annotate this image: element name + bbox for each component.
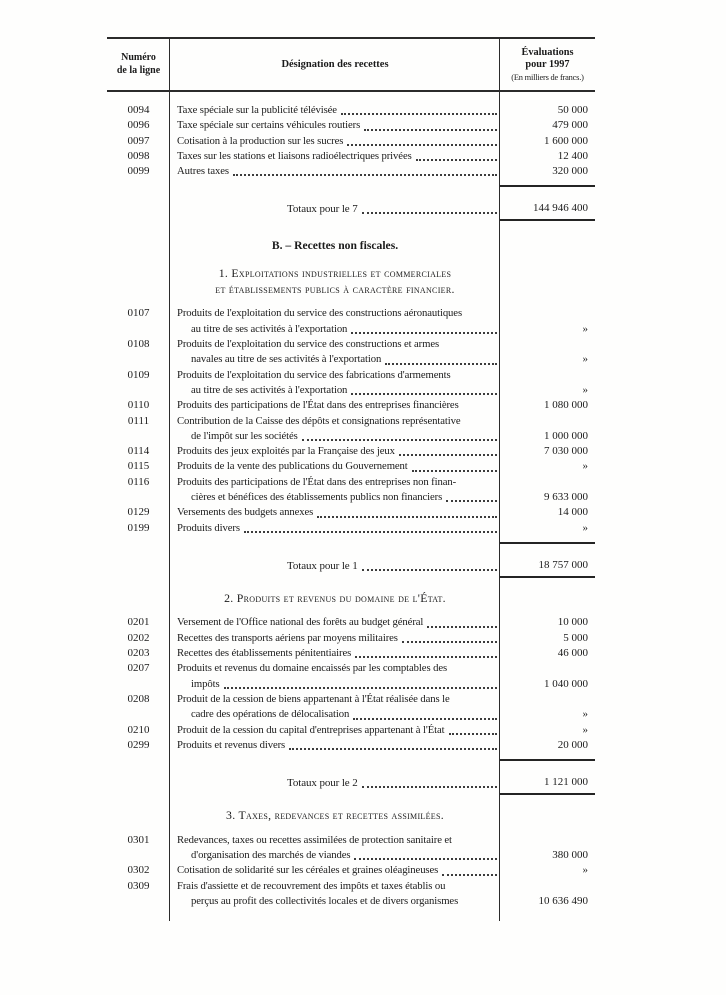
amount-value: 10 636 490 (538, 894, 588, 907)
designation-text: Versements des budgets annexes (177, 506, 314, 519)
dotted-leader (399, 454, 497, 456)
header-evaluations (500, 39, 595, 90)
designation (170, 661, 500, 692)
amount (500, 833, 595, 864)
table-row (107, 337, 595, 368)
dotted-leader (354, 858, 497, 860)
amount-value: 320 000 (552, 165, 588, 178)
table-row (107, 306, 595, 337)
designation (170, 833, 500, 864)
amount-value: » (582, 708, 588, 721)
designation-text: cières et bénéfices des établissements publics non financiers (191, 491, 443, 504)
table-body (107, 92, 595, 921)
total-row (107, 185, 595, 221)
amount-value: 1 000 000 (544, 429, 588, 442)
dotted-leader (302, 439, 497, 441)
line-number: 0099 (127, 165, 150, 178)
dotted-leader (341, 113, 497, 115)
designation-line (177, 894, 498, 909)
total-label: Totaux pour le 2 (287, 776, 358, 789)
subsection-title (170, 591, 500, 607)
amount (500, 505, 595, 520)
amount-value: 479 000 (552, 119, 588, 132)
subsection-title-line: 2. Produits et revenus du domaine de l'État. (224, 590, 446, 605)
designation-line (177, 444, 498, 459)
amount-value: » (582, 864, 588, 877)
column-divider-2 (499, 39, 500, 921)
designation-line (177, 863, 498, 878)
amount-value: 1 080 000 (544, 399, 588, 412)
designation-text: Autres taxes (177, 165, 229, 178)
line-number: 0208 (127, 692, 150, 705)
amount-value: 20 000 (557, 738, 588, 751)
total-row (107, 542, 595, 578)
line-number: 0309 (127, 879, 150, 892)
designation-line (177, 414, 498, 429)
dotted-leader (446, 500, 497, 502)
designation-line (177, 149, 498, 164)
designation (170, 646, 500, 661)
designation-line (177, 505, 498, 520)
line-number: 0096 (127, 119, 150, 132)
amount-value: 380 000 (552, 848, 588, 861)
subsection-title-line: 1. Exploitations industrielles et commerciales (218, 266, 452, 281)
amount-value: 50 000 (557, 104, 588, 116)
amount-value: 144 946 400 (533, 202, 588, 215)
line-number: 0199 (127, 521, 150, 534)
designation-line (177, 322, 498, 337)
total-label: Totaux pour le 1 (287, 559, 358, 572)
designation-line (177, 398, 498, 413)
designation (170, 459, 500, 474)
designation-text: Contribution de la Caisse des dépôts et consignations représentative (177, 414, 461, 427)
table-row (107, 833, 595, 864)
designation (170, 368, 500, 399)
amount (500, 692, 595, 723)
total-label-line (177, 202, 498, 217)
table-row (107, 646, 595, 661)
amount (500, 738, 595, 753)
line-number: 0111 (127, 414, 150, 427)
designation-text: Produits des participations de l'État dans des entreprises financières (177, 399, 459, 412)
amount-value: 9 633 000 (544, 491, 588, 504)
amount (500, 646, 595, 661)
table-row (107, 631, 595, 646)
header-line-number (107, 39, 170, 90)
designation-line (177, 848, 498, 863)
designation (170, 306, 500, 337)
dotted-leader (351, 332, 497, 334)
dotted-leader (355, 656, 497, 658)
amount (500, 103, 595, 118)
designation-text: cadre des opérations de délocalisation (191, 708, 350, 721)
designation (170, 444, 500, 459)
designation-text: Taxe spéciale sur certains véhicules routiers (177, 119, 361, 132)
dotted-leader (353, 718, 497, 720)
designation-line (177, 164, 498, 179)
total-row (107, 759, 595, 795)
line-number: 0201 (127, 616, 150, 629)
designation-text: Frais d'assiette et de recouvrement des impôts et taxes établis ou (177, 879, 446, 892)
designation-text: au titre de ses activités à l'exportation (191, 322, 348, 335)
amount-value: » (582, 460, 588, 473)
designation (170, 559, 500, 578)
dotted-leader (244, 531, 497, 533)
subsection-title-line: et établissements publics à caractère financier. (215, 281, 455, 296)
amount (500, 337, 595, 368)
designation-line (177, 134, 498, 149)
table-row (107, 615, 595, 630)
amount (500, 615, 595, 630)
designation (170, 692, 500, 723)
designation (170, 202, 500, 221)
designation-text: Produits des participations de l'État dans des entreprises non finan- (177, 475, 457, 488)
designation-line (177, 521, 498, 536)
table-row (107, 459, 595, 474)
designation-line (177, 738, 498, 753)
dotted-leader (224, 687, 498, 689)
table-row (107, 661, 595, 692)
amount (500, 368, 595, 399)
designation (170, 521, 500, 536)
designation-line (177, 337, 498, 352)
amount (500, 723, 595, 738)
designation-text: Produits de la vente des publications du Gouvernement (177, 460, 408, 473)
header-evaluations-line1: Évaluations (521, 46, 574, 58)
amount-value: 1 040 000 (544, 677, 588, 690)
amount (500, 661, 595, 692)
designation-line (177, 459, 498, 474)
designation-text: perçus au profit des collectivités locales et de divers organismes (191, 894, 459, 907)
table-row (107, 103, 595, 118)
dotted-leader (362, 212, 497, 214)
designation (170, 879, 500, 910)
table-row (107, 505, 595, 520)
designation-text: Taxes sur les stations et liaisons radioélectriques privées (177, 149, 412, 162)
total-label-line (177, 776, 498, 791)
line-number: 0109 (127, 368, 150, 381)
total-amount (500, 759, 595, 795)
designation-text: de l'impôt sur les sociétés (191, 429, 298, 442)
line-number: 0114 (127, 445, 150, 458)
designation (170, 723, 500, 738)
dotted-leader (449, 733, 497, 735)
section-title: B. – Recettes non fiscales. (271, 239, 399, 253)
line-number: 0202 (127, 631, 150, 644)
amount-value: 10 000 (557, 616, 588, 629)
amount (500, 879, 595, 910)
amount-value: 14 000 (557, 506, 588, 519)
designation (170, 615, 500, 630)
designation-line (177, 707, 498, 722)
amount (500, 444, 595, 459)
table-row (107, 414, 595, 445)
designation-line (177, 879, 498, 894)
amount-value: » (582, 521, 588, 534)
designation (170, 103, 500, 118)
designation-text: Redevances, taxes ou recettes assimilées de protection sanitaire et (177, 833, 452, 846)
total-label: Totaux pour le 7 (287, 203, 358, 216)
designation (170, 164, 500, 179)
dotted-leader (442, 874, 497, 876)
designation-line (177, 118, 498, 133)
amount (500, 398, 595, 413)
amount (500, 164, 595, 179)
designation-text: Versement de l'Office national des forêts au budget général (177, 616, 424, 629)
header-evaluations-line2: pour 1997 (525, 59, 570, 70)
amount (500, 459, 595, 474)
line-number: 0110 (127, 399, 150, 412)
subsection-title-line: 3. Taxes, redevances et recettes assimilées. (226, 808, 444, 823)
dotted-leader (364, 129, 497, 131)
designation-text: Produit de la cession du capital d'entreprises appartenant à l'État (177, 723, 445, 736)
revenue-table (107, 37, 595, 921)
designation-text: impôts (191, 677, 220, 690)
table-row (107, 368, 595, 399)
designation (170, 505, 500, 520)
amount-value: 5 000 (563, 631, 588, 644)
table-row (107, 521, 595, 536)
designation-text: Produits de l'exploitation du service des constructions et armes (177, 338, 440, 351)
designation (170, 863, 500, 878)
amount-value: » (582, 383, 588, 396)
designation-text: Recettes des établissements pénitentiaires (177, 647, 352, 660)
line-number: 0098 (127, 149, 150, 162)
designation-line (177, 692, 498, 707)
table-row (107, 475, 595, 506)
designation-line (177, 615, 498, 630)
header-line-number-line1: Numéro (121, 52, 156, 63)
designation-text: Recettes des transports aériens par moyens militaires (177, 631, 398, 644)
dotted-leader (427, 626, 497, 628)
amount (500, 863, 595, 878)
dotted-leader (412, 470, 497, 472)
designation-line (177, 677, 498, 692)
designation-text: Produits de l'exploitation du service des constructions aéronautiques (177, 307, 463, 320)
dotted-leader (351, 393, 497, 395)
designation (170, 134, 500, 149)
designation-line (177, 103, 498, 118)
table-row (107, 444, 595, 459)
designation-text: Produits divers (177, 521, 240, 534)
designation (170, 118, 500, 133)
table-row (107, 879, 595, 910)
dotted-leader (416, 159, 497, 161)
designation-text: Produits des jeux exploités par la Française des jeux (177, 445, 395, 458)
table-row (107, 692, 595, 723)
designation-line (177, 661, 498, 676)
designation-line (177, 306, 498, 321)
line-number: 0129 (127, 506, 150, 519)
designation-line (177, 475, 498, 490)
amount-value: 18 757 000 (538, 558, 588, 571)
designation-line (177, 646, 498, 661)
designation (170, 414, 500, 445)
subsection-title (170, 808, 500, 824)
table-header (107, 39, 595, 92)
designation (170, 149, 500, 164)
amount (500, 414, 595, 445)
header-designation (170, 39, 500, 90)
amount-value: 1 600 000 (544, 134, 588, 147)
line-number: 0107 (127, 307, 150, 320)
designation (170, 475, 500, 506)
designation-line (177, 490, 498, 505)
line-number: 0108 (127, 338, 150, 351)
amount (500, 521, 595, 536)
dotted-leader (289, 748, 497, 750)
line-number: 0115 (127, 460, 150, 473)
header-line-number-line2: de la ligne (116, 64, 161, 76)
line-number: 0203 (127, 647, 150, 660)
total-amount (500, 185, 595, 221)
designation-text: Taxe spéciale sur la publicité télévisée (177, 104, 337, 116)
amount-value: 46 000 (557, 647, 588, 660)
table-row (107, 149, 595, 164)
designation (170, 738, 500, 753)
amount-value: » (582, 322, 588, 335)
amount-value: 12 400 (557, 149, 588, 162)
subsection-title (170, 266, 500, 297)
designation-text: Produit de la cession de biens appartenant à l'État réalisée dans le (177, 692, 450, 705)
table-row (107, 723, 595, 738)
line-number: 0302 (127, 864, 150, 877)
line-number: 0207 (127, 662, 150, 675)
table-row (107, 118, 595, 133)
table-row (107, 134, 595, 149)
designation-line (177, 631, 498, 646)
dotted-leader (402, 641, 497, 643)
line-number: 0116 (127, 475, 150, 488)
amount (500, 306, 595, 337)
amount (500, 134, 595, 149)
amount (500, 118, 595, 133)
table-row (107, 863, 595, 878)
designation-text: Cotisation à la production sur les sucres (177, 134, 344, 147)
designation (170, 631, 500, 646)
header-designation-label: Désignation des recettes (281, 59, 389, 70)
dotted-leader (347, 144, 497, 146)
designation-text: Produits et revenus divers (177, 738, 286, 751)
amount-value: » (582, 723, 588, 736)
amount (500, 631, 595, 646)
designation (170, 776, 500, 795)
dotted-leader (317, 516, 497, 518)
amount-value: 1 121 000 (544, 775, 588, 788)
dotted-leader (362, 569, 497, 571)
line-number: 0299 (127, 738, 150, 751)
dotted-leader (233, 174, 497, 176)
designation-text: d'organisation des marchés de viandes (191, 848, 351, 861)
line-number: 0097 (127, 134, 150, 147)
designation-text: au titre de ses activités à l'exportation (191, 383, 348, 396)
table-row (107, 398, 595, 413)
table-row (107, 164, 595, 179)
table-row (107, 738, 595, 753)
designation-line (177, 383, 498, 398)
column-divider-1 (169, 39, 170, 921)
total-amount (500, 542, 595, 578)
designation (170, 337, 500, 368)
amount-value: » (582, 353, 588, 366)
dotted-leader (362, 786, 497, 788)
amount-value: 7 030 000 (544, 445, 588, 458)
designation-text: navales au titre de ses activités à l'exportation (191, 353, 382, 366)
header-evaluations-unit: (En milliers de francs.) (511, 72, 584, 82)
line-number: 0301 (127, 833, 150, 846)
designation-line (177, 723, 498, 738)
line-number: 0094 (127, 104, 150, 116)
designation-text: Cotisation de solidarité sur les céréales et graines oléagineuses (177, 864, 439, 877)
designation (170, 398, 500, 413)
designation-text: Produits de l'exploitation du service des fabrications d'armements (177, 368, 451, 381)
dotted-leader (385, 363, 497, 365)
designation-line (177, 429, 498, 444)
designation-text: Produits et revenus du domaine encaissés par les comptables des (177, 662, 448, 675)
total-label-line (177, 559, 498, 574)
designation-line (177, 368, 498, 383)
designation-line (177, 833, 498, 848)
line-number: 0210 (127, 723, 150, 736)
designation-line (177, 352, 498, 367)
amount (500, 149, 595, 164)
amount (500, 475, 595, 506)
